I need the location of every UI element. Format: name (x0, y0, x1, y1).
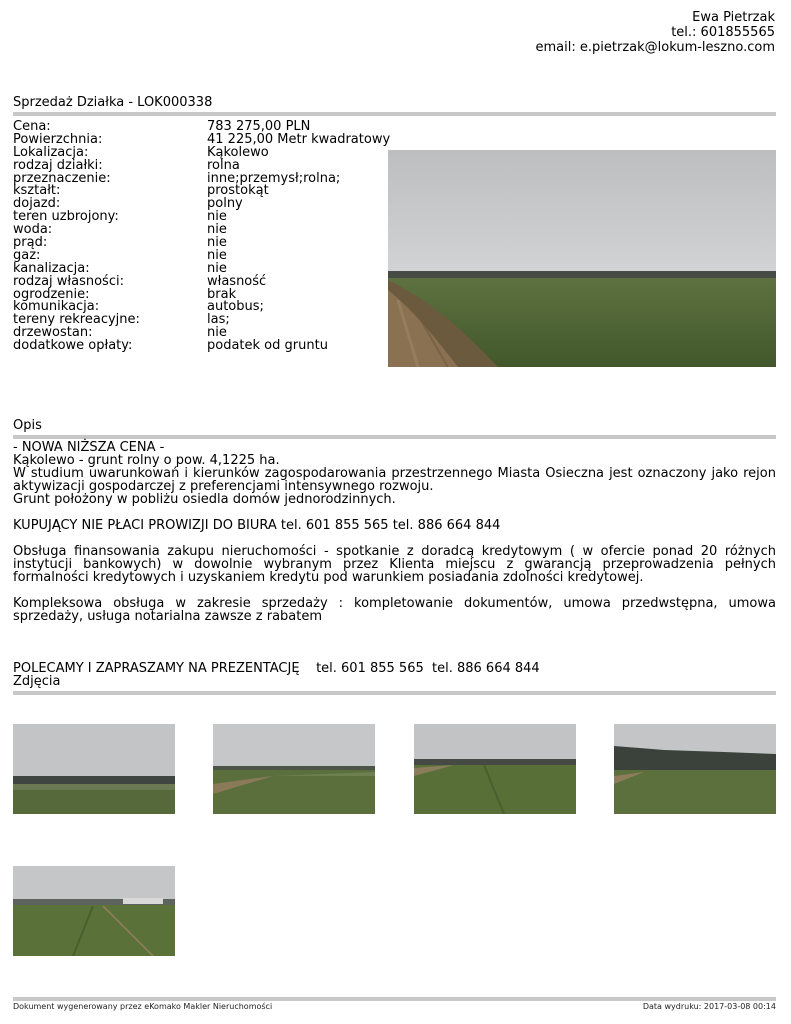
property-label: Powierzchnia: (13, 131, 103, 147)
property-label: kanalizacja: (13, 260, 90, 276)
agent-phone: tel.: 601855565 (671, 25, 775, 40)
photo-thumbnail-image (614, 724, 776, 814)
property-row (13, 340, 390, 353)
desc-line: Kompleksowa obsługa w zakresie sprzedaży : kompletowanie dokumentów, umowa przedwstępna, umowa sprzedaży, usługa notarialna zawsze z rabatem (13, 596, 776, 624)
property-label: teren uzbrojony: (13, 209, 119, 225)
photo-thumbnail[interactable] (13, 866, 175, 956)
main-photo[interactable] (388, 150, 776, 367)
property-row (13, 211, 390, 224)
photo-thumbnail[interactable] (13, 724, 175, 814)
desc-line: Kąkolewo - grunt rolny o pow. 4,1225 ha. (13, 453, 280, 468)
property-value: autobus; (207, 299, 264, 315)
property-value: nie (207, 209, 227, 225)
photo-thumbnail[interactable] (213, 724, 375, 814)
closing-line: POLECAMY I ZAPRASZAMY NA PREZENTACJĘ tel. 601 855 565 tel. 886 664 844 (13, 661, 540, 676)
property-value: nie (207, 235, 227, 251)
agent-contact (536, 10, 775, 55)
property-label: przeznaczenie: (13, 170, 111, 186)
photo-thumbnail[interactable] (414, 724, 576, 814)
property-label: dodatkowe opłaty: (13, 338, 133, 354)
property-label: Lokalizacja: (13, 144, 89, 160)
footer-generator: Dokument wygenerowany przez eKomako Makler Nieruchomości (13, 1002, 273, 1011)
property-value: własność (207, 273, 267, 289)
title-divider (13, 112, 776, 116)
property-label: woda: (13, 222, 53, 238)
property-value: nie (207, 260, 227, 276)
description-body (13, 441, 776, 623)
photos-title: Zdjęcia (13, 674, 61, 689)
property-value: 41 225,00 Metr kwadratowy (207, 131, 391, 147)
property-value: 783 275,00 PLN (207, 119, 311, 134)
photo-thumbnail-image (213, 724, 375, 814)
property-value: brak (207, 286, 237, 302)
desc-line: Obsługa finansowania zakupu nieruchomości - spotkanie z doradcą kredytowym ( w ofercie ponad 20 różnych instytucji bankowych) w dowolnie wybranym przez Klienta miejscu z gwarancją przeprowadzenia pełnych formalności kredytowych i uzyskaniem kredytu pod warunkiem posiadania zdolności kredytowej. (13, 544, 776, 585)
property-row (13, 224, 390, 237)
footer-divider (13, 997, 776, 1001)
desc-line: Grunt położony w pobliżu osiedla domów jednorodzinnych. (13, 492, 396, 507)
property-value: podatek od gruntu (207, 338, 328, 354)
desc-line: W studium uwarunkowań i kierunków zagospodarowania przestrzennego Miasta Osieczna jest oznaczony jako rejon aktywizacji gospodarczej z preferencjami intensywnego rozwoju. (13, 466, 776, 494)
photos-divider (13, 691, 776, 695)
property-list (13, 121, 390, 353)
property-row (13, 185, 390, 198)
property-label: kształt: (13, 183, 61, 199)
property-label: rodzaj własności: (13, 273, 124, 289)
photo-thumbnail-image (13, 866, 175, 956)
description-title: Opis (13, 418, 42, 433)
property-value: prostokąt (207, 183, 269, 199)
desc-line: KUPUJĄCY NIE PŁACI PROWIZJI DO BIURA tel. 601 855 565 tel. 886 664 844 (13, 518, 501, 533)
property-label: Cena: (13, 119, 51, 134)
agent-name: Ewa Pietrzak (692, 10, 775, 25)
description-divider (13, 435, 776, 439)
property-value: inne;przemysł;rolna; (207, 170, 341, 186)
property-label: tereny rekreacyjne: (13, 312, 140, 328)
property-label: gaz: (13, 247, 41, 263)
property-row (13, 170, 390, 186)
property-row (13, 237, 390, 250)
property-label: rodzaj działki: (13, 157, 103, 173)
photo-thumbnail[interactable] (614, 724, 776, 814)
property-label: drzewostan: (13, 325, 93, 341)
property-value: polny (207, 196, 243, 212)
listing-title: Sprzedaż Działka - LOK000338 (13, 95, 213, 110)
property-label: dojazd: (13, 196, 61, 212)
property-label: komunikacja: (13, 299, 100, 315)
property-value: Kąkolewo (207, 144, 269, 160)
property-label: ogrodzenie: (13, 286, 90, 302)
photo-thumbnail-image (13, 724, 175, 814)
property-value: nie (207, 325, 227, 341)
property-label: prąd: (13, 235, 48, 251)
property-value: nie (207, 222, 227, 238)
property-value: las; (207, 312, 230, 328)
photo-thumbnail-image (414, 724, 576, 814)
property-value: nie (207, 247, 227, 263)
agent-email: email: e.pietrzak@lokum-leszno.com (535, 40, 775, 55)
property-value: rolna (207, 157, 240, 173)
desc-line: - NOWA NIŻSZA CENA - (13, 440, 165, 455)
footer-print-date: Data wydruku: 2017-03-08 00:14 (642, 1002, 776, 1011)
field-photo-image (388, 150, 776, 367)
